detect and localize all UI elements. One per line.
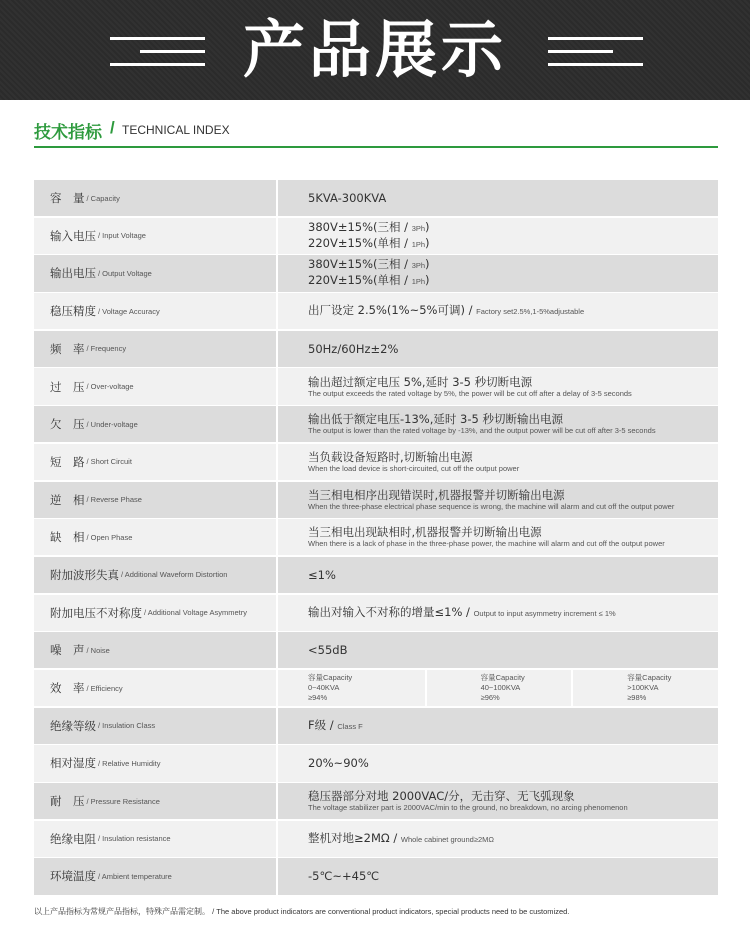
table-row [34, 519, 718, 557]
row-label-zh: 环境温度 [50, 869, 96, 884]
decorative-lines-right [548, 37, 643, 67]
row-label-en: / Input Voltage [98, 231, 146, 241]
value-main: ≤1% [308, 567, 336, 582]
row-label-zh: 频 率 [50, 341, 85, 356]
row-value [278, 218, 718, 254]
page-title: 产品展示 [242, 13, 507, 86]
value-small: Output to input asymmetry increment ≤ 1% [473, 608, 616, 618]
efficiency-column [425, 670, 572, 706]
value-tail: ) [425, 219, 430, 234]
efficiency-l2: >100KVA [627, 682, 659, 692]
row-label-en: / Open Phase [86, 532, 133, 542]
row-label [34, 708, 276, 744]
value-text [308, 568, 718, 582]
table-row [34, 180, 718, 218]
value-text [308, 525, 718, 539]
spec-table [34, 180, 718, 896]
value-main: 输出低于额定电压-13%,延时 3-5 秒切断输出电源 [308, 412, 563, 427]
value-tail: ) [425, 257, 430, 272]
value-main: 当三相电相序出现错误时,机器报警并切断输出电源 [308, 487, 565, 502]
value-tail: ) [425, 273, 430, 288]
row-label-en: / Capacity [86, 193, 120, 203]
value-text [308, 869, 718, 883]
row-label-en: / Additional Waveform Distortion [121, 570, 228, 580]
value-sub-en: The voltage stabilizer part is 2000VAC/min to the ground, no breakdown, no arcing phenomenon [308, 803, 628, 813]
row-label [34, 331, 276, 367]
value-main: 当三相电出现缺相时,机器报警并切断输出电源 [308, 525, 542, 540]
value-sub-en: The output exceeds the rated voltage by 5%, the power will be cut off after a delay of 3-5 seconds [308, 388, 632, 398]
table-row [34, 255, 718, 293]
row-label-zh: 效 率 [50, 681, 85, 696]
row-value [278, 557, 718, 593]
row-value [278, 406, 718, 442]
value-text [308, 191, 718, 205]
value-small: 3Ph [411, 223, 426, 233]
value-text [308, 450, 718, 464]
row-label-zh: 逆 相 [50, 492, 85, 507]
value-main: 当负载设备短路时,切断输出电源 [308, 449, 473, 464]
row-label [34, 368, 276, 404]
efficiency-l1: 容量Capacity [480, 672, 525, 682]
row-label [34, 444, 276, 480]
row-label [34, 255, 276, 291]
row-label [34, 632, 276, 668]
row-value [278, 858, 718, 894]
row-label-en: / Under-voltage [86, 419, 138, 429]
row-label [34, 519, 276, 555]
efficiency-column [278, 670, 425, 706]
row-label [34, 821, 276, 857]
row-label [34, 406, 276, 442]
table-row [34, 595, 718, 633]
row-value [278, 331, 718, 367]
row-label-zh: 缺 相 [50, 530, 85, 545]
value-text [308, 412, 718, 426]
value-main: 稳压器部分对地 2000VAC/分，无击穿、无飞弧现象 [308, 789, 575, 804]
value-line [308, 220, 718, 236]
row-value [278, 632, 718, 668]
footnote-zh: 以上产品指标为常规产品指标，特殊产品需定制。 [34, 907, 210, 916]
value-text [308, 303, 718, 319]
row-label-zh: 附加电压不对称度 [50, 605, 142, 620]
value-small: 1Ph [411, 277, 426, 287]
row-label-en: / Insulation Class [98, 721, 156, 731]
table-row [34, 557, 718, 595]
row-label-en: / Pressure Resistance [86, 796, 160, 806]
value-main: 20%~90% [308, 756, 369, 771]
value-main: 整机对地≥2MΩ / [308, 830, 401, 845]
value-sub-en: When the load device is short-circuited, cut off the output power [308, 463, 520, 473]
row-value [278, 444, 718, 480]
table-row [34, 368, 718, 406]
row-label [34, 783, 276, 819]
table-row [34, 293, 718, 331]
value-small: 3Ph [411, 261, 426, 271]
row-value [278, 595, 718, 631]
row-label [34, 745, 276, 781]
value-tail: ) [425, 235, 430, 250]
row-value [278, 519, 718, 555]
section-heading [34, 118, 718, 148]
row-label-en: / Noise [86, 645, 110, 655]
row-label-zh: 噪 声 [50, 643, 85, 658]
row-label-zh: 附加波形失真 [50, 567, 119, 582]
row-label [34, 180, 276, 216]
row-label [34, 858, 276, 894]
row-value [278, 821, 718, 857]
value-text [308, 488, 718, 502]
row-value [278, 180, 718, 216]
row-value [278, 670, 718, 706]
value-text [308, 756, 718, 770]
row-label-zh: 短 路 [50, 454, 85, 469]
value-main: 220V±15%(单相 / [308, 273, 412, 288]
row-value [278, 255, 718, 291]
table-row [34, 482, 718, 520]
row-label [34, 293, 276, 329]
row-label-zh: 相对湿度 [50, 756, 96, 771]
value-small: Whole cabinet ground≥2MΩ [400, 834, 494, 844]
row-label-zh: 过 压 [50, 379, 85, 394]
value-text [308, 789, 718, 803]
table-row [34, 406, 718, 444]
row-value [278, 368, 718, 404]
row-value [278, 745, 718, 781]
value-main: 输出对输入不对称的增量≤1% / [308, 604, 474, 619]
value-sub-en: When the three-phase electrical phase sequence is wrong, the machine will alarm and cut off the output power [308, 501, 675, 511]
table-row [34, 670, 718, 708]
row-label-en: / Relative Humidity [98, 758, 161, 768]
row-label-zh: 绝缘等级 [50, 718, 96, 733]
table-row [34, 858, 718, 896]
value-text [308, 643, 718, 657]
value-text [308, 718, 718, 734]
value-main: 380V±15%(三相 / [308, 219, 412, 234]
value-text [308, 831, 718, 847]
value-text [308, 342, 718, 356]
row-label-en: / Insulation resistance [98, 834, 171, 844]
value-sub-en: When there is a lack of phase in the three-phase power, the machine will alarm and cut off the output power [308, 539, 665, 549]
efficiency-l1: 容量Capacity [308, 672, 353, 682]
table-row [34, 708, 718, 746]
row-label-zh: 容 量 [50, 191, 85, 206]
row-label [34, 557, 276, 593]
table-row [34, 218, 718, 256]
row-label-zh: 输出电压 [50, 266, 96, 281]
row-label [34, 595, 276, 631]
row-label-zh: 欠 压 [50, 417, 85, 432]
row-label-zh: 稳压精度 [50, 304, 96, 319]
row-value [278, 783, 718, 819]
row-label-en: / Frequency [86, 344, 127, 354]
row-label-en: / Short Circuit [86, 457, 132, 467]
row-label [34, 670, 276, 706]
row-label-en: / Efficiency [86, 683, 123, 693]
row-label-en: / Voltage Accuracy [98, 306, 160, 316]
value-main: <55dB [308, 643, 348, 658]
value-main: 220V±15%(单相 / [308, 235, 412, 250]
row-label-zh: 输入电压 [50, 228, 96, 243]
footnote [34, 906, 569, 917]
section-divider [34, 146, 718, 148]
row-value [278, 293, 718, 329]
table-row [34, 331, 718, 369]
value-sub-en: The output is lower than the rated voltage by -13%, and the output power will be cut off after 3-5 seconds [308, 426, 656, 436]
efficiency-column [571, 670, 718, 706]
value-main: 380V±15%(三相 / [308, 257, 412, 272]
value-main: 出厂设定 2.5%(1%~5%可调) / [308, 303, 477, 318]
table-row [34, 444, 718, 482]
table-row [34, 745, 718, 783]
value-small: 1Ph [411, 239, 426, 249]
row-label-zh: 耐 压 [50, 794, 85, 809]
efficiency-l2: 40~100KVA [480, 682, 521, 692]
efficiency-l3: ≥96% [480, 692, 500, 702]
value-main: 5KVA-300KVA [308, 191, 387, 206]
value-line [308, 273, 718, 289]
row-label-en: / Output Voltage [98, 268, 152, 278]
efficiency-l1: 容量Capacity [627, 672, 672, 682]
section-separator: / [110, 118, 115, 137]
row-label [34, 218, 276, 254]
value-text [308, 605, 718, 621]
section-title-zh: 技术指标 [34, 123, 102, 143]
row-label [34, 482, 276, 518]
efficiency-l3: ≥94% [308, 692, 328, 702]
value-text [308, 375, 718, 389]
value-main: -5℃~+45℃ [308, 869, 380, 884]
row-label-en: / Ambient temperature [98, 871, 172, 881]
row-label-en: / Additional Voltage Asymmetry [144, 608, 247, 618]
efficiency-l2: 0~40KVA [308, 682, 340, 692]
value-small: Class F [337, 721, 363, 731]
section-title-en: TECHNICAL INDEX [122, 123, 230, 137]
row-label-zh: 绝缘电阻 [50, 831, 96, 846]
value-main: 输出超过额定电压 5%,延时 3-5 秒切断电源 [308, 374, 533, 389]
table-row [34, 632, 718, 670]
value-main: 50Hz/60Hz±2% [308, 341, 399, 356]
value-line [308, 257, 718, 273]
efficiency-l3: ≥98% [627, 692, 647, 702]
value-small: Factory set2.5%,1-5%adjustable [476, 307, 585, 317]
row-value [278, 708, 718, 744]
footnote-en: / The above product indicators are conventional product indicators, special products need to be customized. [212, 907, 570, 916]
row-label-en: / Over-voltage [86, 382, 134, 392]
table-row [34, 821, 718, 859]
table-row [34, 783, 718, 821]
row-value [278, 482, 718, 518]
value-line [308, 236, 718, 252]
header-banner [0, 0, 750, 100]
row-label-en: / Reverse Phase [86, 495, 142, 505]
value-main: F级 / [308, 717, 338, 732]
